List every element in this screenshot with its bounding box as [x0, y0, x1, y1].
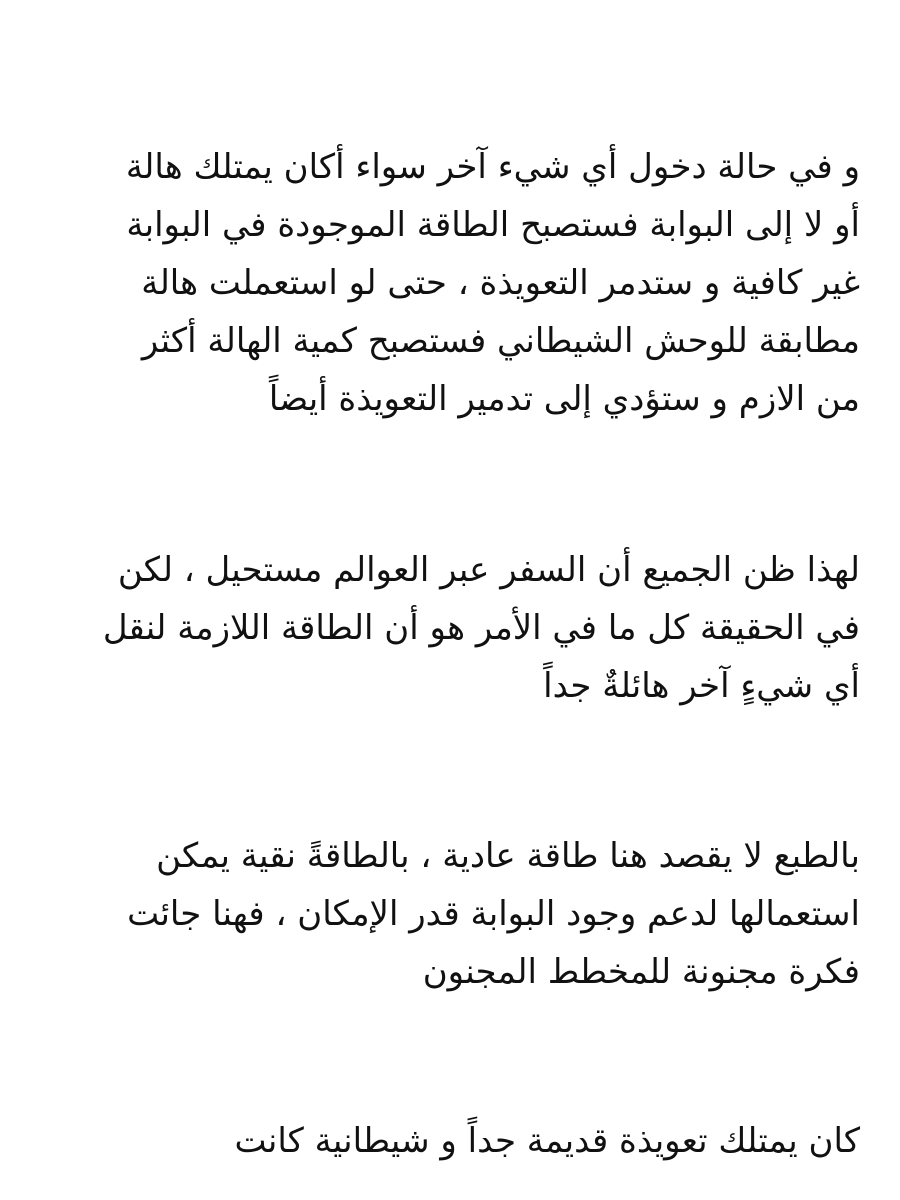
paragraph-line: و في حالة دخول أي شيء آخر سواء أكان يمتلك هالة	[125, 147, 860, 187]
paragraph-line: لهذا ظن الجميع أن السفر عبر العوالم مستحيل ، لكن	[117, 550, 860, 590]
paragraph-line: بالطبع لا يقصد هنا طاقة عادية ، بالطاقةً نقية يمكن	[156, 836, 860, 876]
paragraph-line: أي شيءٍ آخر هائلةٌ جداً	[543, 666, 860, 706]
paragraph-4	[60, 1112, 860, 1170]
paragraph-line: من الازم و ستؤدي إلى تدمير التعويذة أيضاً	[268, 379, 860, 419]
paragraph-1	[60, 138, 860, 428]
paragraph-line: استعمالها لدعم وجود البوابة قدر الإمكان ، فهنا جائت	[127, 894, 860, 934]
paragraph-line: كان يمتلك تعويذة قديمة جداً و شيطانية كانت	[234, 1121, 860, 1161]
paragraph-line: مطابقة للوحش الشيطاني فستصبح كمية الهالة أكثر	[141, 321, 860, 361]
paragraph-line: في الحقيقة كل ما في الأمر هو أن الطاقة اللازمة لنقل	[102, 608, 860, 648]
paragraph-line: غير كافية و ستدمر التعويذة ، حتى لو استعملت هالة	[141, 263, 860, 303]
paragraph-line: فكرة مجنونة للمخطط المجنون	[422, 952, 860, 992]
paragraph-2	[60, 541, 860, 715]
paragraph-3	[60, 827, 860, 1001]
paragraph-line: أو لا إلى البوابة فستصبح الطاقة الموجودة في البوابة	[126, 205, 860, 245]
